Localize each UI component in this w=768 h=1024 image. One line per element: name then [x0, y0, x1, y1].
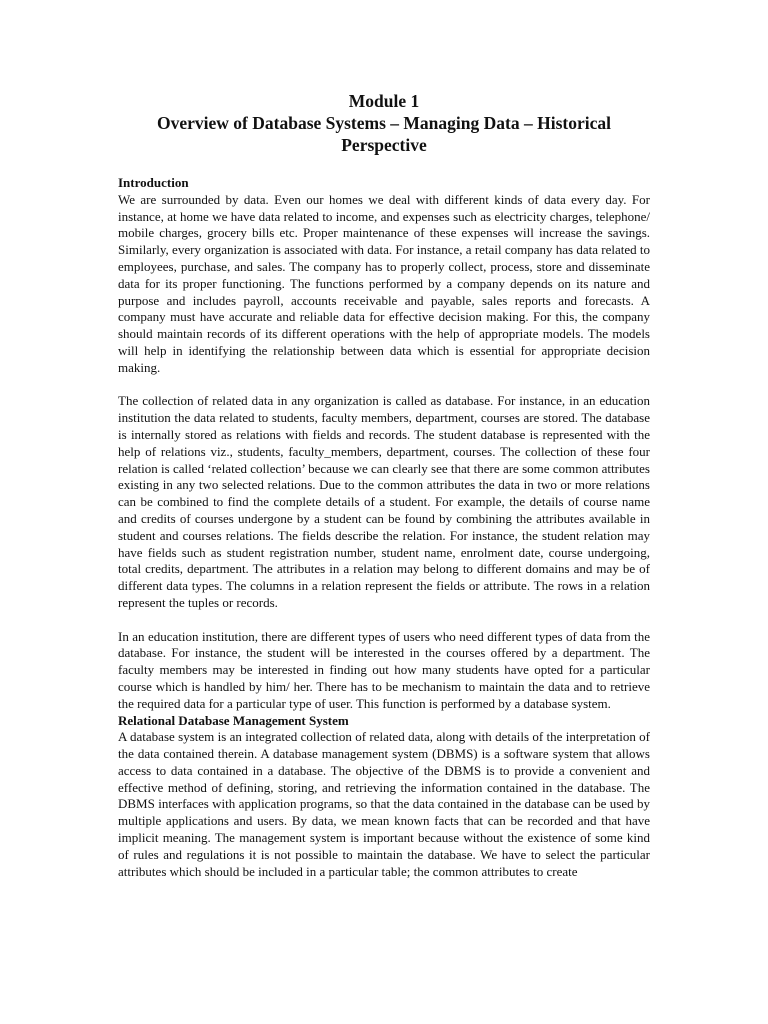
title-line-2: Perspective [341, 135, 427, 155]
section-heading-rdbms: Relational Database Management System [118, 712, 349, 728]
paragraph-spacer [118, 612, 650, 629]
module-label: Module 1 [348, 91, 420, 111]
title-line-1: Overview of Database Systems – Managing Data – Historical [157, 113, 611, 133]
intro-paragraph-3: In an education institution, there are different types of users who need different types of data from the database. For instance, the student will be interested in the courses offered by a department. The faculty members may be interested in finding out how many students have opted for a particular course which is handled by him/ her. There has to be mechanism to maintain the data and to retrieve the required data for a particular type of user. This function is performed by a database system. [118, 628, 650, 711]
document-title-block [118, 90, 650, 156]
intro-paragraph-1: We are surrounded by data. Even our homes we deal with different kinds of data every day. For instance, at home we have data related to income, and expenses such as electricity charges, telephone/ mobile charges, grocery bills etc. Proper maintenance of these expenses will increase the savings. Similarly, every organization is associated with data. For instance, a retail company has data related to employees, purchase, and sales. The company has to properly collect, process, store and disseminate data for its proper functioning. The functions performed by a company depends on its nature and purpose and includes payroll, accounts receivable and payable, sales reports and forecasts. A company must have accurate and reliable data for effective decision making. For this, the company should maintain records of its different operations with the help of appropriate models. The models will help in identifying the relationship between data which is essential for appropriate decision making. [118, 191, 650, 375]
rdbms-paragraph-1: A database system is an integrated collection of related data, along with details of the interpretation of the data contained therein. A database management system (DBMS) is a software system that allows access to data contained in a database. The objective of the DBMS is to provide a convenient and effective method of defining, storing, and retrieving the information contained in the database. The DBMS interfaces with application programs, so that the data contained in the database can be used by multiple applications and users. By data, we mean known facts that can be recorded and that have implicit meaning. The management system is important because without the existence of some kind of rules and regulations it is not possible to maintain the database. We have to select the particular attributes which should be included in a particular table; the common attributes to create [118, 729, 650, 879]
paragraph-spacer [118, 377, 650, 394]
document-page [118, 90, 650, 880]
intro-paragraph-2: The collection of related data in any organization is called as database. For instance, in an education institution the data related to students, faculty members, department, courses are stored. The database is internally stored as relations with fields and records. The student database is represented with the help of relations viz., students, faculty_members, department, courses. The collection of these four relation is called ‘related collection’ because we can clearly see that there are some common attributes existing in any two selected relations. Due to the common attributes the data in two or more relations can be combined to find the complete details of a student. For example, the details of course name and credits of courses undergone by a student can be found by combining the attributes available in student and courses relations. The fields describe the relation. For instance, the student relation may have fields such as student registration number, student name, enrolment date, course undergoing, total credits, department. The attributes in a relation may belong to different domains and may be of different data types. The columns in a relation represent the fields or attribute. The rows in a relation represent the tuples or records. [118, 393, 650, 610]
section-heading-introduction: Introduction [118, 175, 189, 190]
